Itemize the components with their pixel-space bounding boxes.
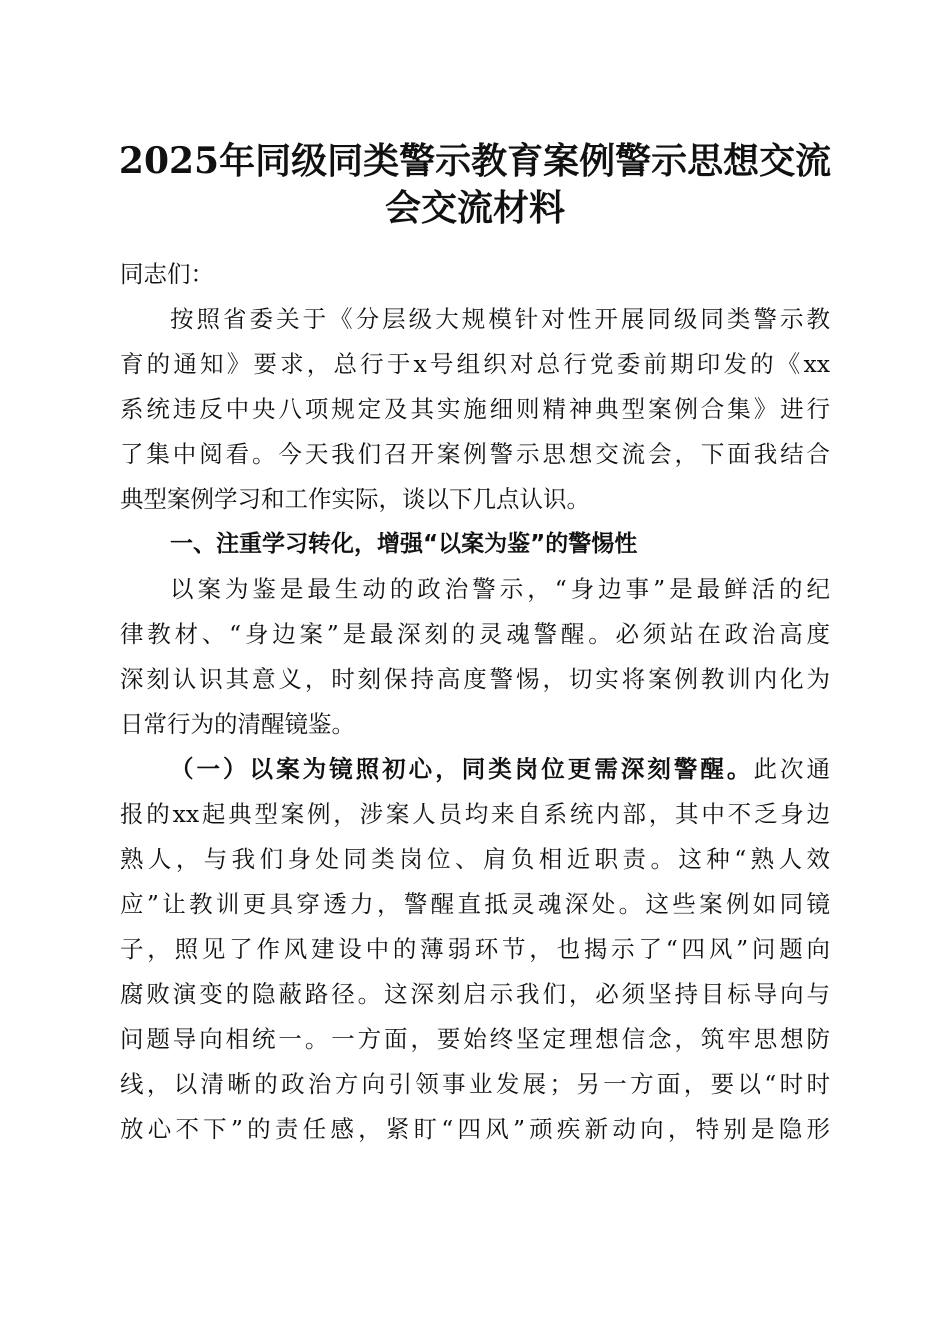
paragraph-2-line: 律教材、“身边案”是最深刻的灵魂警醒。必须站在政治高度 xyxy=(120,620,830,648)
salutation: 同志们： xyxy=(120,260,214,288)
paragraph-2-line: 深刻认识其意义，时刻保持高度警惕，切实将案例教训内化为 xyxy=(120,665,830,693)
title-line-2: 会交流材料 xyxy=(384,187,565,229)
paragraph-2-line: 日常行为的清醒镜鉴。 xyxy=(120,710,355,738)
paragraph-3-line: 报的xx起典型案例，涉案人员均来自系统内部，其中不乏身边 xyxy=(120,800,830,828)
paragraph-2-line: 以案为鉴是最生动的政治警示，“身边事”是最鲜活的纪 xyxy=(170,575,830,603)
paragraph-3-line: 子，照见了作风建设中的薄弱环节，也揭示了“四风”问题向 xyxy=(120,935,830,963)
paragraph-3-first-line xyxy=(120,747,830,792)
title-line-1: 2025年同级同类警示教育案例警示思想交流 xyxy=(118,140,832,182)
paragraph-3-line: 熟人，与我们身处同类岗位、肩负相近职责。这种“熟人效 xyxy=(120,845,830,873)
document-title xyxy=(100,138,850,232)
subheading-lead: （一）以案为镜照初心，同类岗位更需深刻警醒。 xyxy=(170,755,754,783)
section-heading-1: 一、注重学习转化，增强“以案为鉴”的警惕性 xyxy=(170,531,638,557)
paragraph-1-line: 典型案例学习和工作实际，谈以下几点认识。 xyxy=(120,485,590,513)
paragraph-1-line: 了集中阅看。今天我们召开案例警示思想交流会，下面我结合 xyxy=(120,440,830,468)
paragraph-1-line: 系统违反中央八项规定及其实施细则精神典型案例合集》进行 xyxy=(120,395,830,423)
paragraph-3-lead-rest: 此次通 xyxy=(753,755,830,783)
paragraph-1-line: 按照省委关于《分层级大规模针对性开展同级同类警示教 xyxy=(170,305,830,333)
document-body xyxy=(120,252,830,1152)
paragraph-3-line: 腐败演变的隐蔽路径。这深刻启示我们，必须坚持目标导向与 xyxy=(120,980,830,1008)
paragraph-3-line: 问题导向相统一。一方面，要始终坚定理想信念，筑牢思想防 xyxy=(120,1025,830,1053)
paragraph-3-line: 线，以清晰的政治方向引领事业发展；另一方面，要以“时时 xyxy=(120,1070,830,1098)
paragraph-3-line: 放心不下”的责任感，紧盯“四风”顽疾新动向，特别是隐形 xyxy=(120,1115,830,1143)
paragraph-3-line: 应”让教训更具穿透力，警醒直抵灵魂深处。这些案例如同镜 xyxy=(120,890,830,918)
paragraph-1-line: 育的通知》要求，总行于x号组织对总行党委前期印发的《xx xyxy=(120,350,830,378)
